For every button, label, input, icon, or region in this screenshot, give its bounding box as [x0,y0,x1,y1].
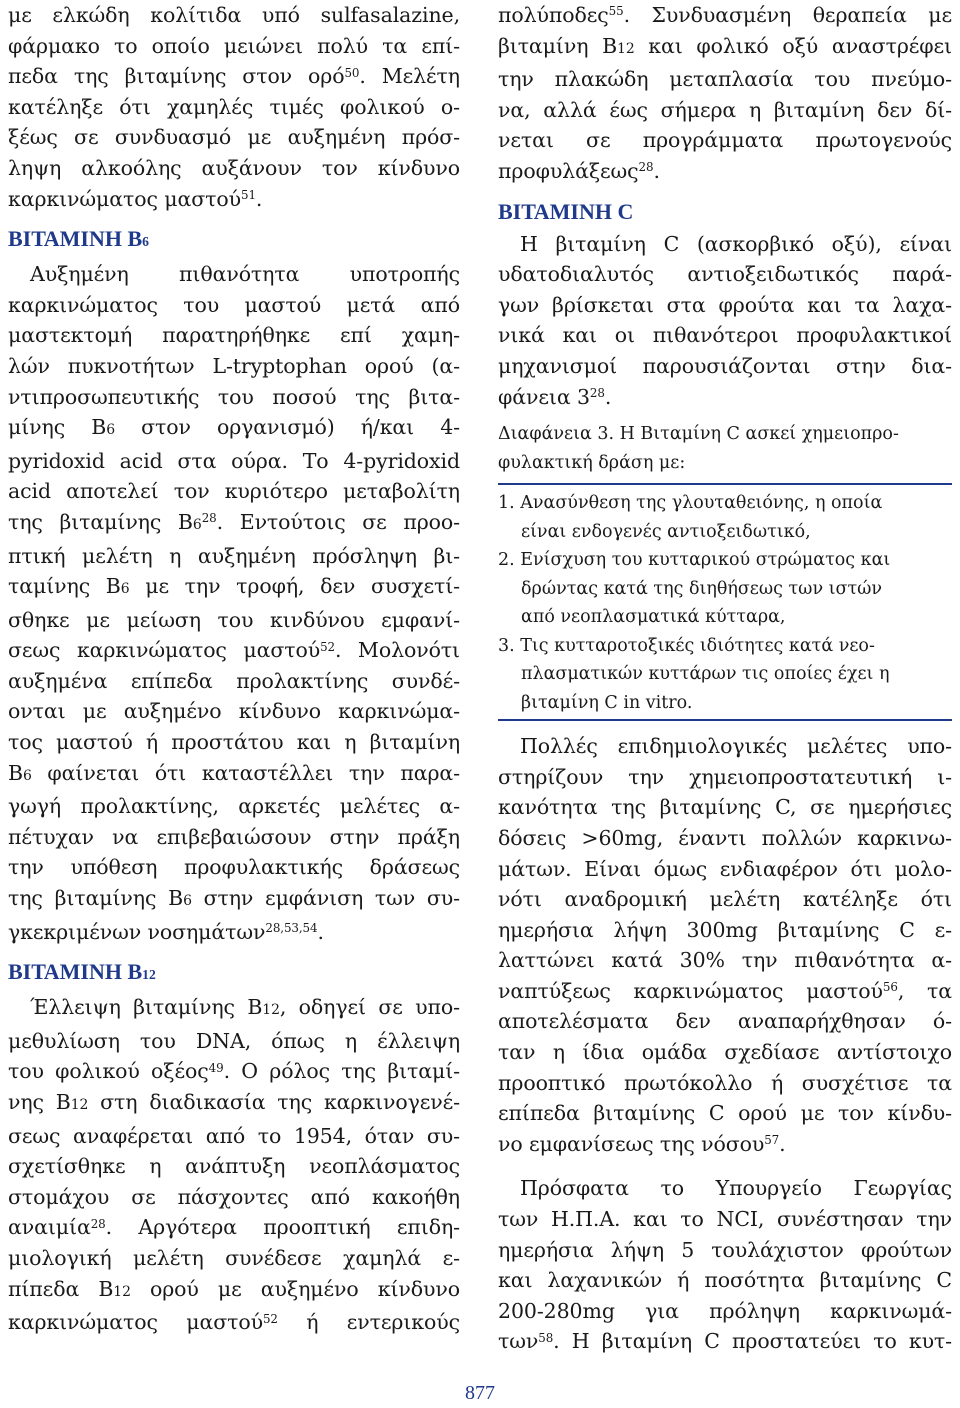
citation-ref: 57 [764,1133,780,1148]
text-line: Η βιταμίνη C (ασκορβικό οξύ), είναι [520,231,952,256]
text-line: καρκινώματος μαστού$^{51}$. [8,186,263,211]
text-line: δόσεις >60mg, έναντι πολλών καρκινω- [498,825,952,850]
slide-list-item: 3. Τις κυτταροτοξικές ιδιότητες κατά νεο- [498,635,875,656]
slide-list-item: 1. Ανασύνθεση της γλουταθειόνης, η οποία [498,493,883,514]
text-line: λών πυκνοτήτων L-tryptophan ορού (α- [8,353,460,378]
text-line: μεθυλίωση του DNA, όπως η έλλειψη [8,1028,460,1053]
text-line: προφυλάξεως$^{28}$. [498,158,660,183]
text-line: τος μαστού ή προστάτου και η βιταμίνη [8,730,460,755]
section-heading-vitamin-c: ΒΙΤΑΜΙΝΗ C [498,198,634,224]
slide-list-item-cont: δρώντας κατά της διηθήσεως των ιστών [521,578,883,599]
text-line: ντιπροσωπευτικής του ποσού της βιτα- [8,384,460,409]
text-line: και λαχανικών ή ποσότητα βιταμίνης C [498,1268,952,1293]
text-line: νότι αναδρομική μελέτη κατέληξε ότι [498,887,952,912]
text-line: την υπόθεση προφυλακτικής δράσεως [8,855,460,880]
text-line: μάτων. Είναι όμως ενδιαφέρον ότι μολο- [498,856,952,881]
text-line: πολύποδες$^{55}$. Συνδυασμένη θεραπεία με [498,3,952,27]
text-line: στομάχου σε πάσχοντες από κακοήθη [8,1184,460,1209]
text-line: μιολογική μελέτη συνέδεσε χαμηλά ε- [8,1245,460,1270]
citation-ref: 50 [344,65,360,80]
text-line: της βιταμίνης $B6^{28}$. Εντούτοις σε προο- [8,509,460,534]
text-line: βιταμίνη Β12 και φολικό οξύ αναστρέφει [498,33,952,58]
citation-ref: 52 [320,639,335,654]
vitamin-b6-paragraph [8,259,460,947]
text-line: ημερήσια λήψη 5 τουλάχιστον φρούτων [498,1237,952,1262]
text-line: των$^{58}$. Η βιταμίνη C προστατεύει το κυτ- [498,1329,952,1354]
text-line: Πολλές επιδημιολογικές μελέτες υπο- [520,734,952,759]
box-bottom-rule [498,719,952,721]
text-line: στηρίζουν την χημειοπροστατευτική ι- [498,764,952,789]
text-line: νο εμφανίσεως της νόσου$^{57}$. [498,1131,786,1156]
text-line: φάνεια $3^{28}$. [498,384,612,409]
text-line: υδατοδιαλυτός αντιοξειδωτικός παρά- [498,262,952,287]
continued-paragraph [498,0,952,187]
text-line: γκεκριμένων νοσημάτων$^{28,53,54}$. [8,919,324,944]
text-line: Αυξημένη πιθανότητα υποτροπής [30,262,460,287]
section-heading-vitamin-b12: ΒΙΤΑΜΙΝΗ Β12 [8,959,156,985]
section-heading-vitamin-b6: ΒΙΤΑΜΙΝΗ Β6 [8,226,149,252]
intro-paragraph [8,0,460,214]
slide-list-item-cont: από νεοπλασματικά κύτταρα, [521,607,786,628]
text-line: φάρμακο το οποίο μειώνει πολύ τα επί- [8,33,460,58]
text-line: κατέληξε ότι χαμηλές τιμές φολικού ο- [8,94,460,119]
text-line: σεως αναφέρεται από το 1954, όταν συ- [8,1123,460,1148]
text-line: γωγή προλακτίνης, αρκετές μελέτες α- [8,794,460,819]
slide-caption-line: φυλακτική δράση με: [498,452,686,473]
left-column [8,0,460,1338]
right-column [498,0,952,1357]
text-line: νεται σε προγράμματα πρωτογενούς [498,128,952,153]
citation-ref: 28 [638,160,654,175]
text-line: μαστεκτομή παρατηρήθηκε επί χαμη- [8,323,460,348]
text-line: κανότητα της βιταμίνης C, σε ημερήσιες [498,795,952,820]
text-line: αποτελέσματα δεν αναπαρήχθησαν ό- [498,1009,952,1034]
text-line: σχετίσθηκε η ανάπτυξη νεοπλάσματος [8,1154,460,1179]
text-line: ονται με αυξημένο κίνδυνο καρκινώμα- [8,699,460,724]
vitamin-b12-paragraph [8,992,460,1338]
text-line: αναιμία$^{28}$. Αργότερα προοπτική επιδη- [8,1215,460,1240]
slide-caption-line: Διαφάνεια 3. Η Βιταμίνη C ασκεί χημειοπρο- [498,424,899,445]
text-line: Πρόσφατα το Υπουργείο Γεωργίας [520,1176,952,1201]
text-line: ληψη αλκοόλης αυξάνουν τον κίνδυνο [8,155,460,180]
text-line: πεδα της βιταμίνης στον ορό$^{50}$. Μελέτη [8,64,460,89]
text-line: ταν η ίδια ομάδα σχεδίασε αντίστοιχο [498,1040,952,1065]
text-line: pyridoxid acid στα ούρα. Το 4-pyridoxid [8,448,460,473]
text-line: πέτυχαν να επιβεβαιώσουν στην πράξη [8,824,460,849]
text-line: την πλακώδη μεταπλασία του πνεύμο- [498,67,952,92]
citation-ref: 52 [262,1311,278,1326]
text-line: 200-280mg για πρόληψη καρκινωμά- [498,1298,952,1323]
text-line: καρκινώματος μαστού$^{52}$ ή εντερικούς [8,1310,460,1335]
text-line: Έλλειψη βιταμίνης Β12, οδηγεί σε υπο- [30,995,460,1020]
slide-3-box [498,420,952,721]
text-line: μηχανισμοί παρουσιάζονται στην δια- [498,353,952,378]
box-top-rule [498,483,952,485]
text-line: της βιταμίνης Β6 στην εμφάνιση των συ- [8,886,460,911]
text-line: πίπεδα Β12 ορού με αυξημένο κίνδυνο [8,1276,460,1301]
text-line: καρκινώματος του μαστού μετά από [8,292,460,317]
slide-list-item: 2. Ενίσχυση του κυτταρικού στρώματος και [498,550,891,571]
text-line: ναπτύξεως καρκινώματος μαστού$^{56}$, τα [498,978,952,1003]
epidemiology-paragraph [498,731,952,1159]
text-line: των Η.Π.Α. και το NCI, συνέστησαν την [498,1207,952,1232]
citation-ref: 51 [241,188,256,203]
slide-list-item-cont: είναι ενδογενές αντιοξειδωτικό, [521,521,811,542]
slide-list-item-cont: βιταμίνη C in vitro. [521,692,693,713]
citation-ref: 56 [882,980,898,995]
text-line: acid αποτελεί τον κυριότερο μεταβολίτη [8,479,460,504]
page-number: 877 [465,1382,495,1404]
recommendation-paragraph [498,1173,952,1357]
text-line: επίπεδα βιταμίνης C ορού με τον κίνδυ- [498,1101,952,1126]
citation-ref: 55 [608,4,624,19]
text-line: γων βρίσκεται στα φρούτα και τα λαχα- [498,292,952,317]
text-line: ξέως σε συνδυασμό με αυξημένη πρόσ- [8,125,460,150]
text-line: νης Β12 στη διαδικασία της καρκινογενέ- [8,1090,460,1114]
citation-ref: 28 [90,1216,106,1231]
text-line: προοπτικό πρωτόκολλο ή συσχέτισε τα [498,1070,952,1095]
vitamin-c-paragraph [498,229,952,413]
text-line: ταμίνης Β6 με την τροφή, δεν συσχετί- [8,574,460,599]
text-line: σθηκε με μείωση του κινδύνου εμφανί- [8,607,460,632]
text-line: νικά και οι πιθανότεροι προφυλακτικοί [498,323,952,348]
text-line: σεως καρκινώματος μαστού$^{52}$. Μολονότι [8,638,460,663]
text-line: ημερήσια λήψη 300mg βιταμίνης C ε- [498,917,952,942]
text-line: Β6 φαίνεται ότι καταστέλλει την παρα- [8,760,460,785]
text-line: να, αλλά έως σήμερα η βιταμίνη δεν δί- [498,97,952,122]
citation-ref: 49 [208,1060,224,1075]
text-line: λαττώνει κατά 30% την πιθανότητα α- [498,948,952,973]
citation-ref: 28 [201,511,217,526]
citation-ref: 28 [589,386,605,400]
citation-ref: 28,53,54 [265,921,318,936]
text-line: πτική μελέτη η αυξημένη πρόσληψη βι- [8,543,460,568]
text-line: του φολικού οξέος$^{49}$. Ο ρόλος της βιταμί- [8,1059,460,1084]
text-line: με ελκώδη κολίτιδα υπό sulfasalazine, [8,3,460,27]
slide-list-item-cont: πλασματικών κυττάρων τις οποίες έχει η [521,664,890,685]
citation-ref: 58 [538,1330,554,1345]
text-line: μίνης Β6 στον οργανισμό) ή/και 4- [8,415,460,440]
text-line: αυξημένα επίπεδα προλακτίνης συνδέ- [8,668,460,693]
